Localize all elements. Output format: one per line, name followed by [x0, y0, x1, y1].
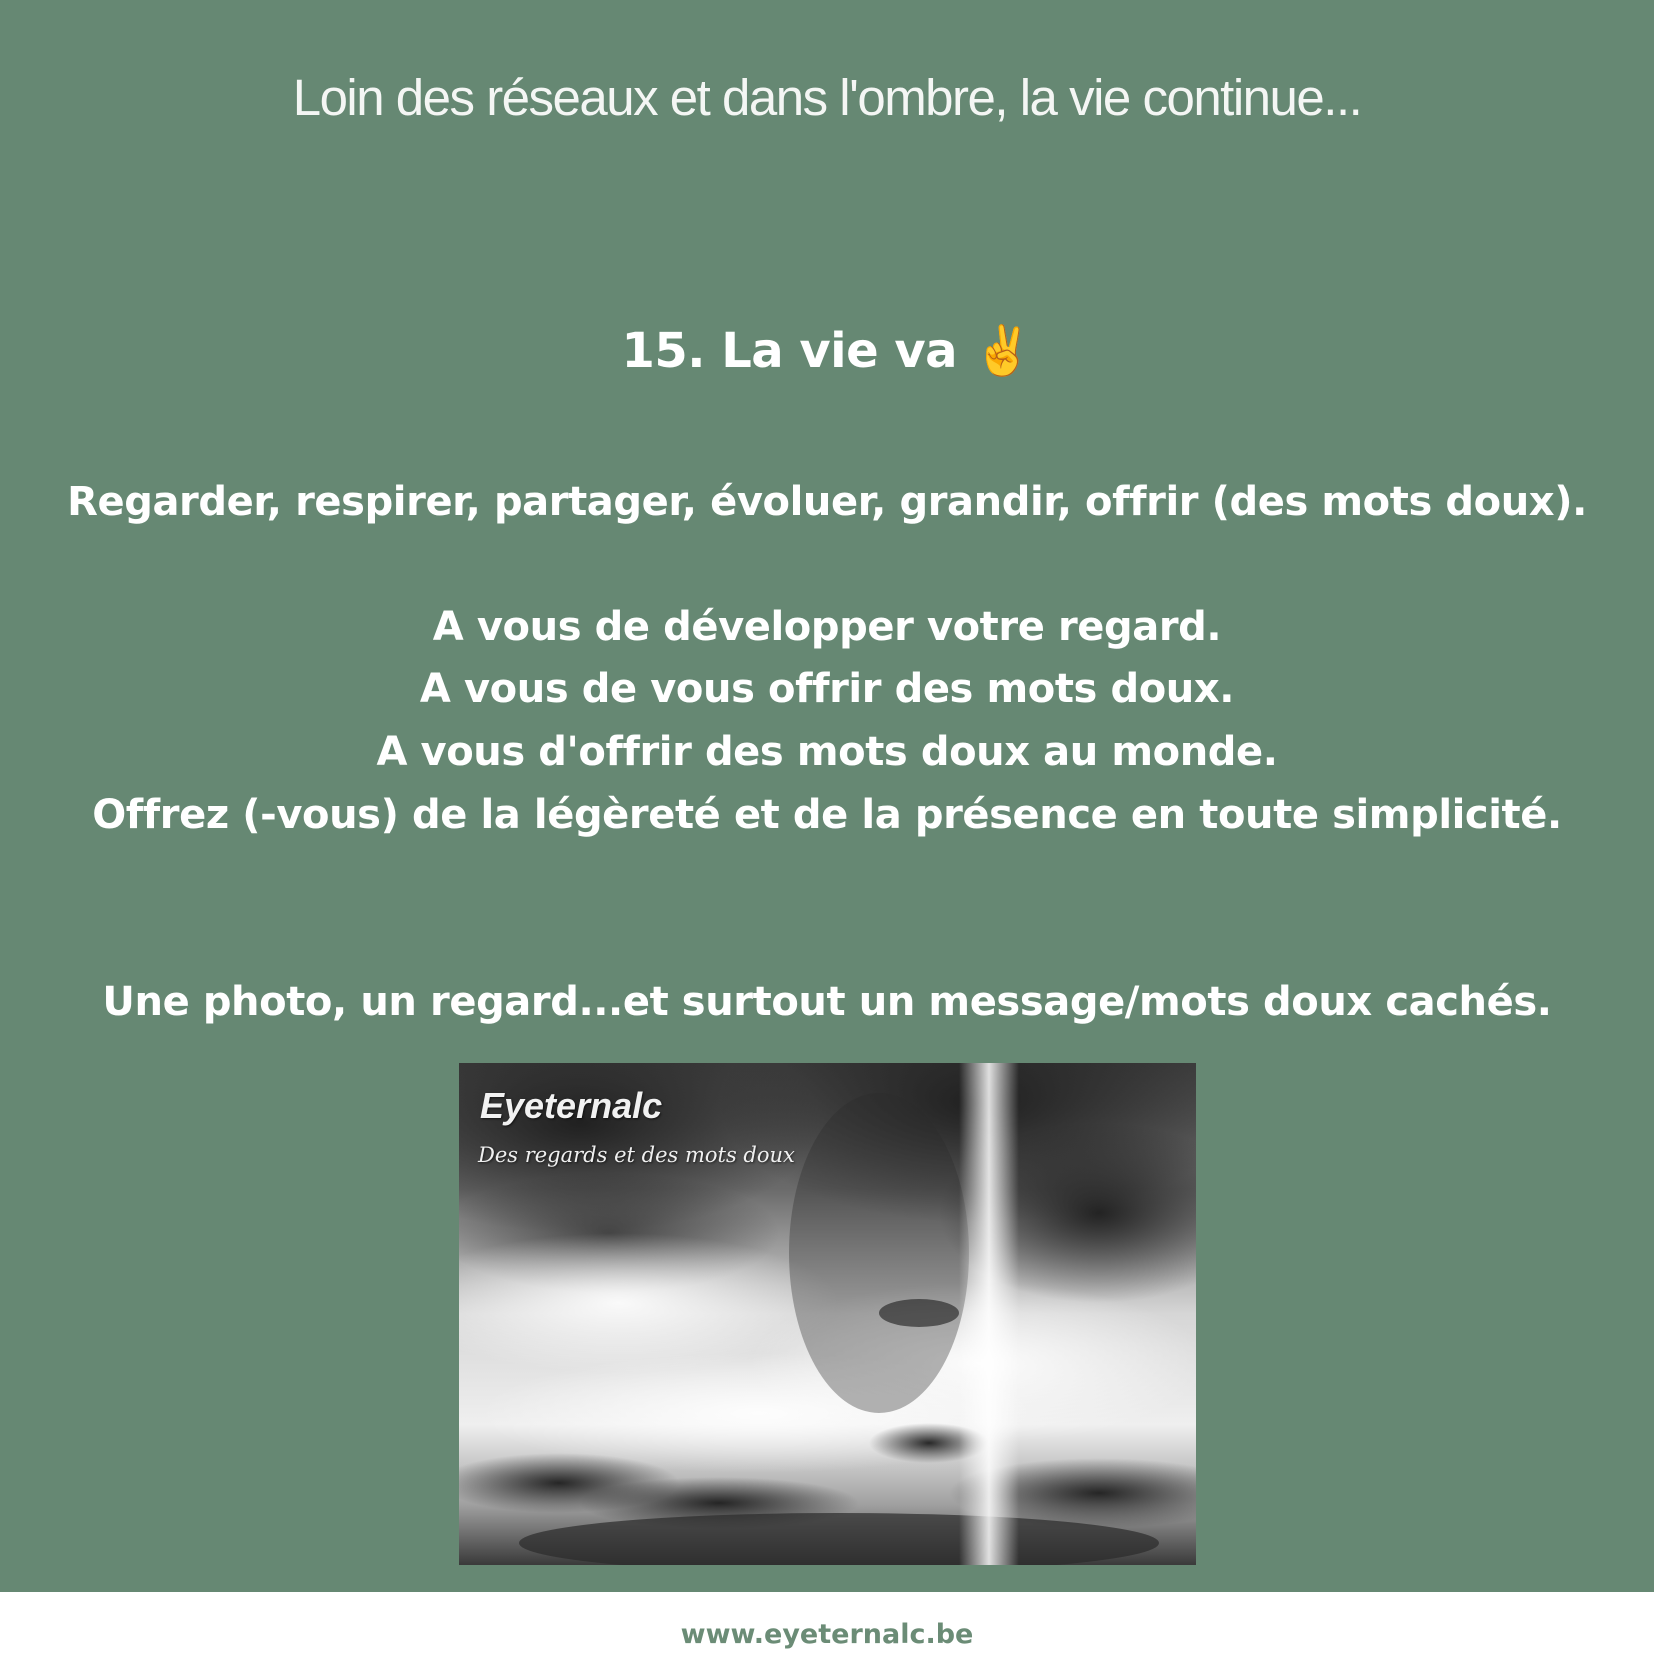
cloud-portrait-photo: [459, 1063, 1196, 1565]
tagline: Loin des réseaux et dans l'ombre, la vie continue...: [292, 69, 1362, 126]
photo-caption: Des regards et des mots doux: [478, 1143, 795, 1167]
body-line-1: A vous de développer votre regard.: [432, 604, 1222, 650]
closing-line: Une photo, un regard...et surtout un message/mots doux cachés.: [102, 979, 1552, 1025]
photo-brand: Eyeternalc: [480, 1085, 663, 1126]
photo-artwork: [459, 1063, 1196, 1565]
body-line-4: Offrez (-vous) de la légèreté et de la présence en toute simplicité.: [92, 792, 1562, 838]
post-title: 15. La vie va ✌️: [621, 323, 1033, 379]
body-line-3: A vous d'offrir des mots doux au monde.: [376, 729, 1278, 775]
website-link[interactable]: www.eyeternalc.be: [680, 1619, 974, 1650]
intro-line: Regarder, respirer, partager, évoluer, grandir, offrir (des mots doux).: [67, 479, 1587, 525]
body-line-2: A vous de vous offrir des mots doux.: [419, 666, 1235, 712]
